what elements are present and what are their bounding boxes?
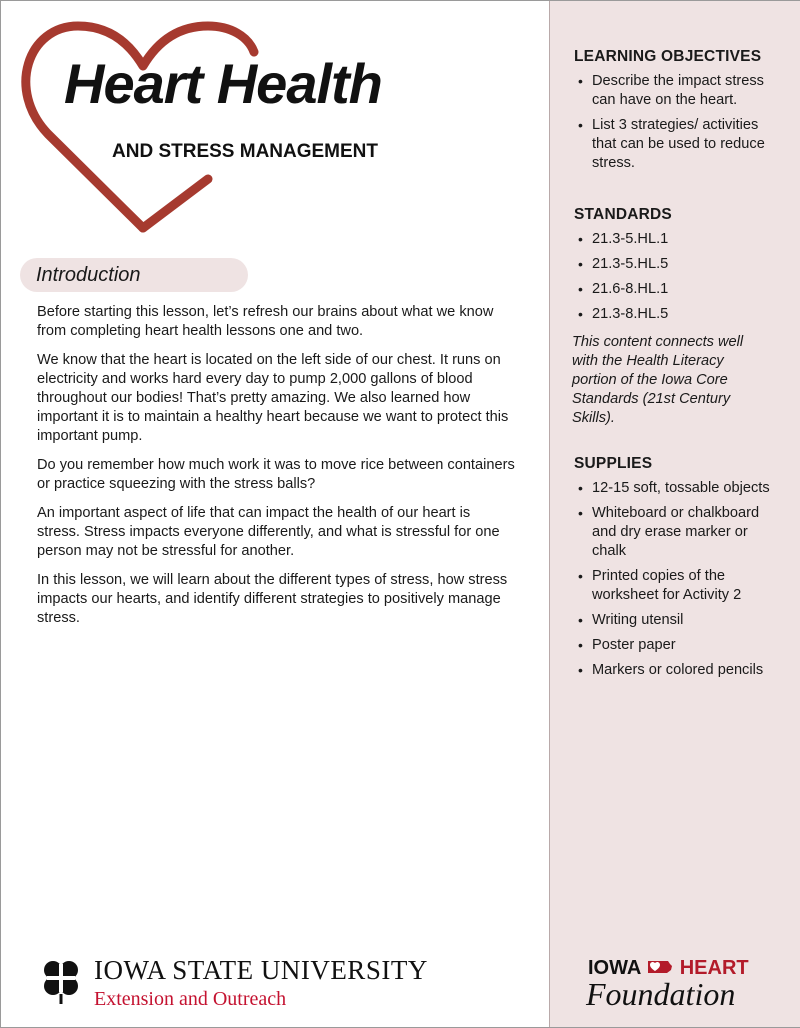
standard-item: • 21.3-5.HL.1 (574, 230, 784, 249)
intro-paragraph: Before starting this lesson, let’s refresh our brains about what we know from completing heart health lessons one and two. (37, 304, 494, 339)
introduction-body (37, 303, 517, 638)
intro-paragraph: An important aspect of life that can impact the health of our heart is stress. Stress impacts everyone differently, and what is stressful for one person may not be stressful for another. (37, 505, 500, 559)
supply-item: • Whiteboard or chalkboard and dry erase marker or chalk (574, 504, 784, 561)
objective-item: • Describe the impact stress can have on the heart. (574, 72, 784, 110)
supplies-heading: SUPPLIES (574, 455, 653, 472)
iowa-heart-icon (646, 959, 674, 975)
standard-item: • 21.6-8.HL.1 (574, 280, 784, 299)
ihf-heart-text: HEART (679, 957, 749, 979)
introduction-heading: Introduction (36, 264, 141, 286)
ihf-foundation-text: Foundation (586, 976, 736, 1012)
intro-paragraph: We know that the heart is located on the left side of our chest. It runs on electricity and works hard every day to pump 2,000 gallons of blood throughout our bodies! That’s pretty amazing. We also learned how important it is to maintain a healthy heart because we want to protect this important pump. (37, 352, 509, 444)
isu-logo-text: IOWA STATE UNIVERSITY (94, 955, 428, 985)
intro-paragraph: In this lesson, we will learn about the different types of stress, how stress impacts our hearts, and identify different strategies to positively manage stress. (37, 572, 508, 626)
learning-objectives-heading: LEARNING OBJECTIVES (574, 48, 762, 65)
standard-item: • 21.3-8.HL.5 (574, 305, 784, 324)
supply-item: • Markers or colored pencils (574, 661, 784, 680)
standards-note: This content connects well with the Health Literacy portion of the Iowa Core Standards (21st Century Skills). (572, 334, 744, 426)
supply-item: • Writing utensil (574, 611, 784, 630)
learning-objectives-section (574, 48, 784, 179)
heart-outline-icon (18, 14, 268, 239)
supply-item: • 12-15 soft, tossable objects (574, 479, 784, 498)
page-title: Heart Health (64, 52, 382, 115)
isu-extension-text: Extension and Outreach (94, 988, 287, 1010)
standards-heading: STANDARDS (574, 206, 672, 223)
four-leaf-clover-icon (38, 956, 84, 1006)
standard-item: • 21.3-5.HL.5 (574, 255, 784, 274)
intro-paragraph: Do you remember how much work it was to move rice between containers or practice squeezing with the stress balls? (37, 457, 515, 492)
ihf-iowa-text: IOWA (588, 957, 641, 979)
supply-item: • Poster paper (574, 636, 784, 655)
supply-item: • Printed copies of the worksheet for Activity 2 (574, 567, 784, 605)
page-subtitle: AND STRESS MANAGEMENT (112, 141, 379, 162)
standards-section (574, 206, 784, 330)
supplies-section (574, 455, 784, 686)
objective-item: • List 3 strategies/ activities that can be used to reduce stress. (574, 116, 784, 173)
